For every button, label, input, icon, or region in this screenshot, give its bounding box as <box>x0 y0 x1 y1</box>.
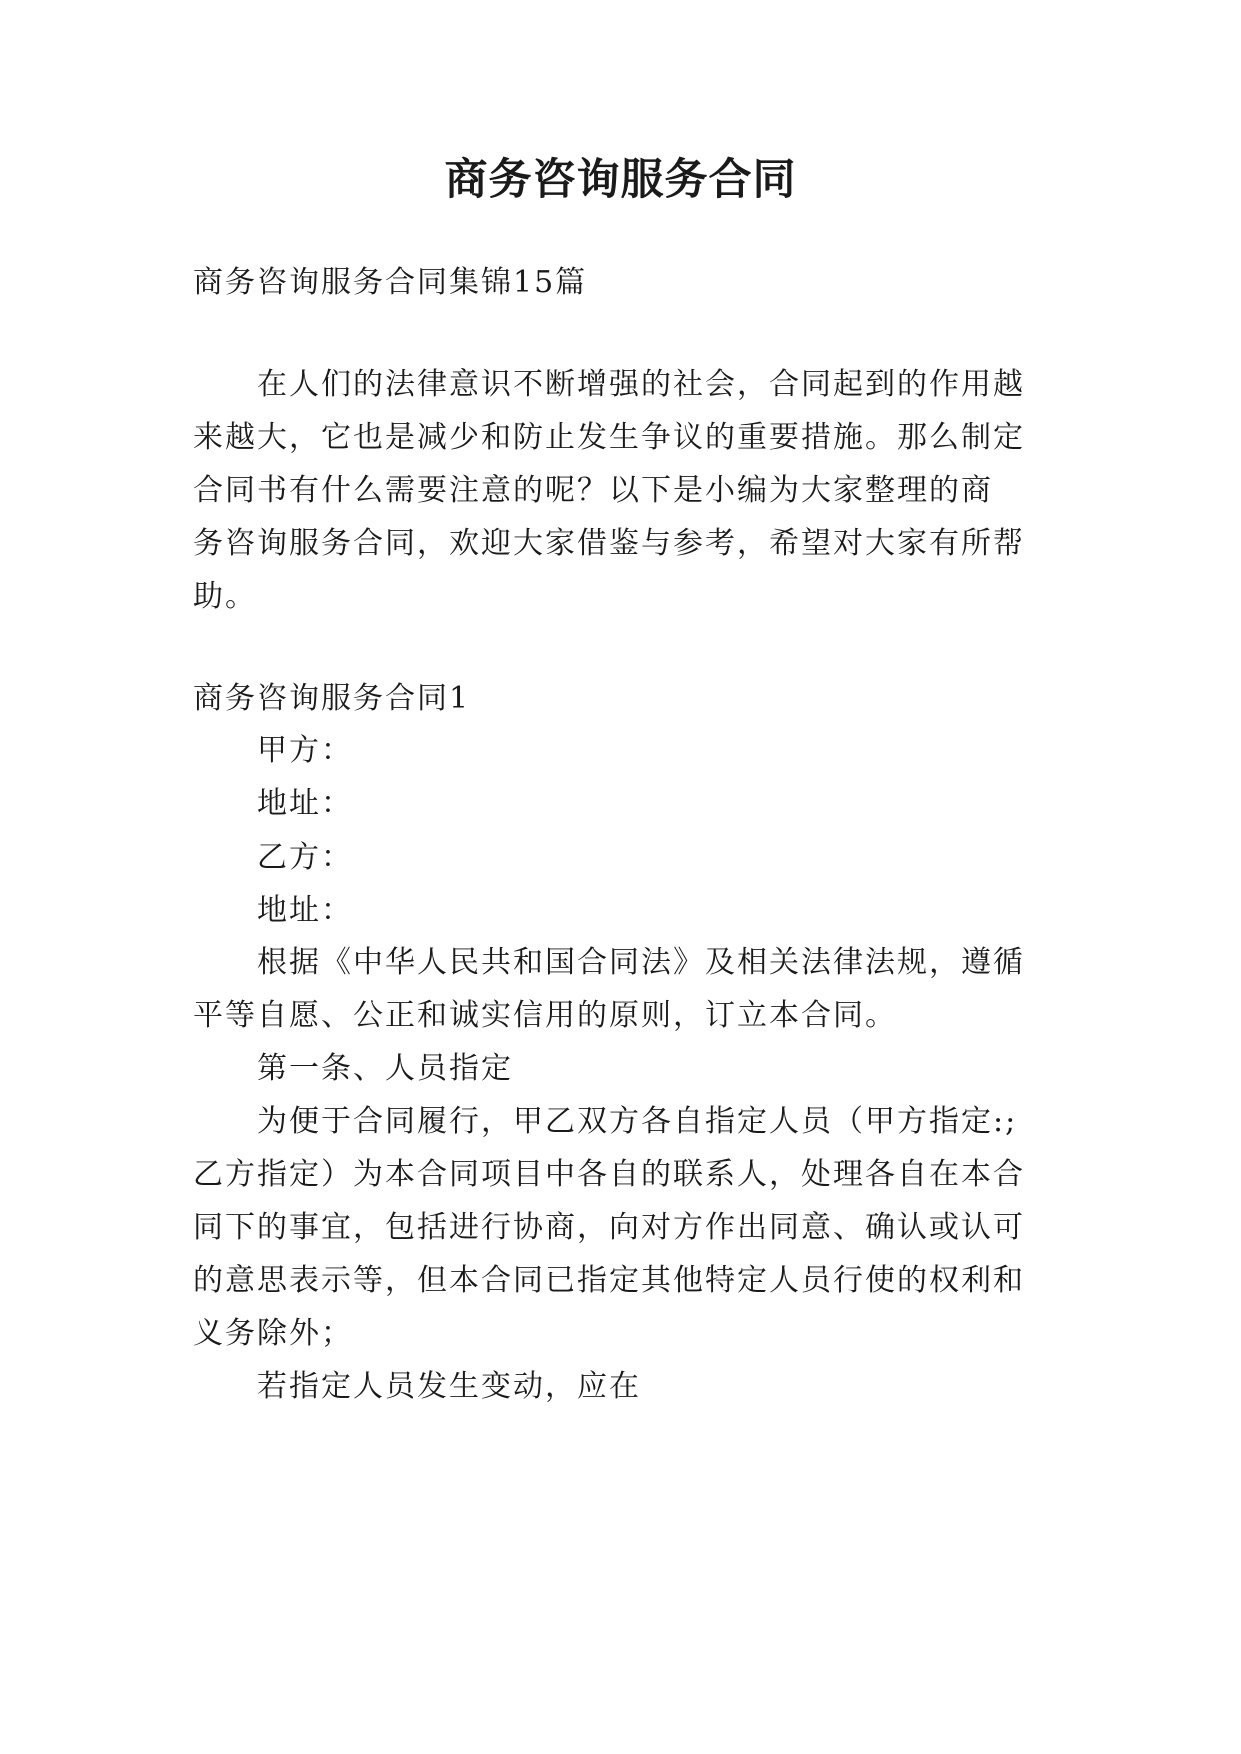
document-subtitle: 商务咨询服务合同集锦15篇 <box>193 265 588 300</box>
article-line: 同下的事宜，包括进行协商，向对方作出同意、确认或认可 <box>193 1210 1025 1245</box>
intro-line: 助。 <box>193 579 257 614</box>
address-a-label: 地址： <box>257 786 353 821</box>
intro-line: 在人们的法律意识不断增强的社会，合同起到的作用越 <box>257 367 1025 402</box>
address-b-label: 地址： <box>257 893 353 928</box>
basis-line: 平等自愿、公正和诚实信用的原则，订立本合同。 <box>193 998 897 1033</box>
intro-line: 来越大，它也是减少和防止发生争议的重要措施。那么制定 <box>193 420 1025 455</box>
article-heading: 第一条、人员指定 <box>257 1051 513 1086</box>
basis-line: 根据《中华人民共和国合同法》及相关法律法规，遵循 <box>257 945 1025 980</box>
document-title: 商务咨询服务合同 <box>444 155 797 205</box>
article-change-line: 若指定人员发生变动，应在 <box>257 1369 641 1404</box>
section-heading: 商务咨询服务合同1 <box>193 681 471 716</box>
party-a-label: 甲方： <box>257 733 353 768</box>
article-line: 的意思表示等，但本合同已指定其他特定人员行使的权利和 <box>193 1263 1025 1298</box>
article-line: 义务除外； <box>193 1316 353 1351</box>
party-b-label: 乙方： <box>257 840 353 875</box>
article-line: 乙方指定）为本合同项目中各自的联系人，处理各自在本合 <box>193 1157 1025 1192</box>
intro-line: 合同书有什么需要注意的呢？以下是小编为大家整理的商 <box>193 473 993 508</box>
intro-line: 务咨询服务合同，欢迎大家借鉴与参考，希望对大家有所帮 <box>193 526 1025 561</box>
article-line: 为便于合同履行，甲乙双方各自指定人员（甲方指定:; <box>257 1104 1018 1139</box>
